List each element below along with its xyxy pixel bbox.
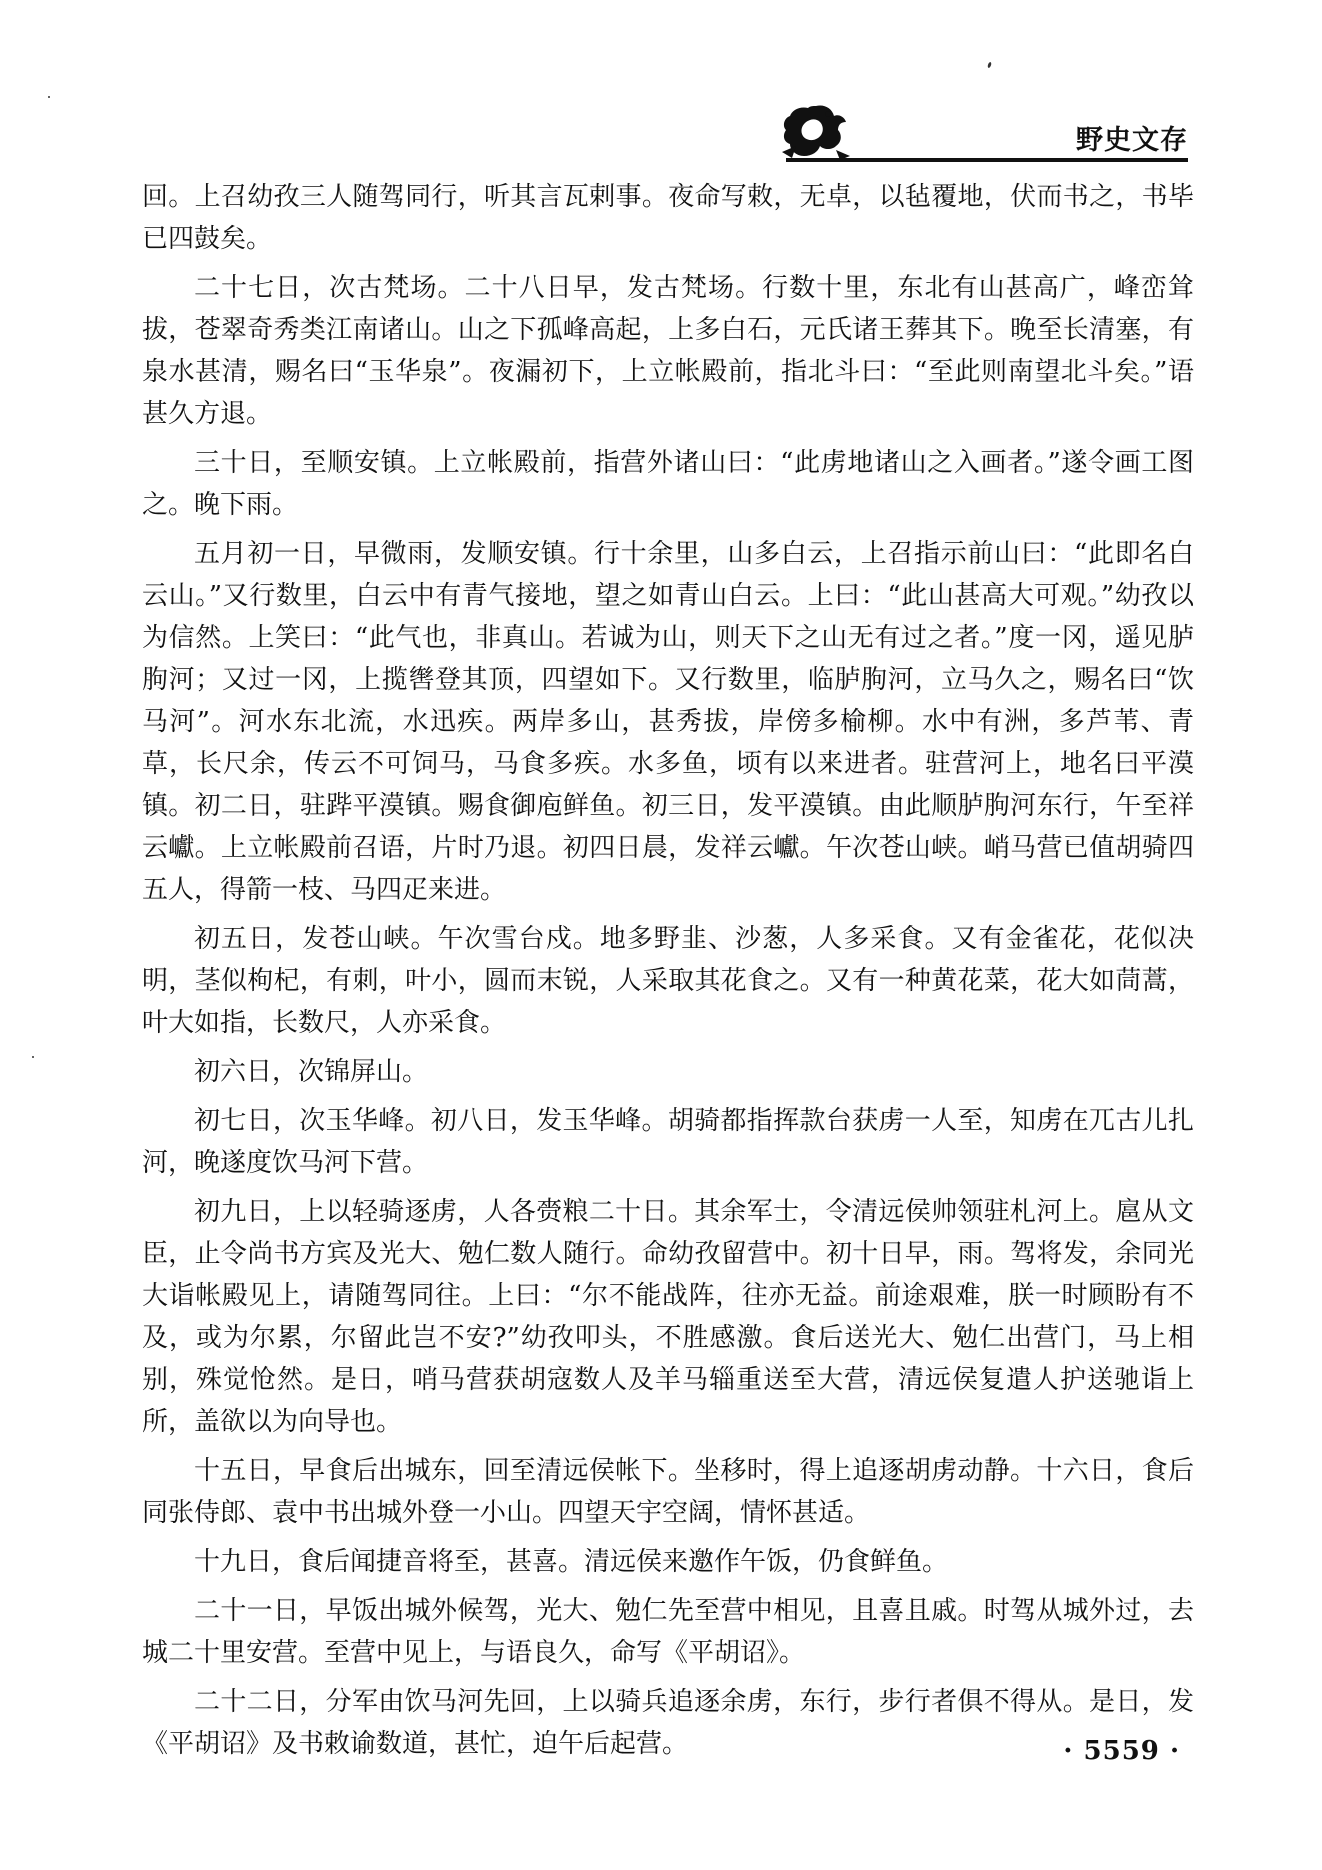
- paragraph: 二十二日，分军由饮马河先回，上以骑兵追逐余虏，东行，步行者俱不得从。是日，发《平胡诏》及书敕谕数道，甚忙，迫午后起营。: [142, 1687, 1194, 1759]
- paragraph: 二十七日，次古梵场。二十八日早，发古梵场。行数十里，东北有山甚高广，峰峦耸拔，苍翠奇秀类江南诸山。山之下孤峰高起，上多白石，元氏诸王葬其下。晚至长清塞，有泉水甚清，赐名曰“玉华泉”。夜漏初下，上立帐殿前，指北斗曰：“至此则南望北斗矣。”语甚久方退。: [142, 273, 1194, 429]
- paragraph: 三十日，至顺安镇。上立帐殿前，指营外诸山曰：“此虏地诸山之入画者。”遂令画工图之。晚下雨。: [142, 448, 1194, 520]
- paragraph: 初九日，上以轻骑逐虏，人各赍粮二十日。其余军士，令清远侯帅领驻札河上。扈从文臣，止令尚书方宾及光大、勉仁数人随行。命幼孜留营中。初十日早，雨。驾将发，余同光大诣帐殿见上，请随驾同往。上曰：“尔不能战阵，往亦无益。前途艰难，朕一时顾盼有不及，或为尔累，尔留此岂不安?”幼孜叩头，不胜感激。食后送光大、勉仁出营门，马上相别，殊觉怆然。是日，哨马营获胡寇数人及羊马辎重送至大营，清远侯复遣人护送驰诣上所，盖欲以为向导也。: [142, 1197, 1194, 1437]
- paragraph: 回。上召幼孜三人随驾同行，听其言瓦剌事。夜命写敕，无卓，以毡覆地，伏而书之，书毕已四鼓矣。: [142, 182, 1194, 254]
- page-number: · 5559 ·: [1063, 1736, 1180, 1766]
- paragraph: 十五日，早食后出城东，回至清远侯帐下。坐移时，得上追逐胡虏动静。十六日，食后同张侍郎、袁中书出城外登一小山。四望天宇空阔，情怀甚适。: [142, 1456, 1194, 1528]
- paragraph: 初六日，次锦屏山。: [194, 1057, 429, 1087]
- header-rule: [786, 158, 1188, 162]
- paragraph: 初五日，发苍山峡。午次雪台戍。地多野韭、沙葱，人多采食。又有金雀花，花似决明，茎似枸杞，有刺，叶小，圆而末锐，人采取其花食之。又有一种黄花菜，花大如茼蒿，叶大如指，长数尺，人亦采食。: [142, 924, 1194, 1038]
- scan-speck: [32, 1056, 34, 1058]
- page-header: [0, 0, 1322, 170]
- scan-speck: [48, 96, 50, 98]
- paragraph: 二十一日，早饭出城外候驾，光大、勉仁先至营中相见，且喜且戚。时驾从城外过，去城二十里安营。至营中见上，与语良久，命写《平胡诏》。: [142, 1596, 1194, 1668]
- paragraph: 初七日，次玉华峰。初八日，发玉华峰。胡骑都指挥款台获虏一人至，知虏在兀古儿扎河，晚遂度饮马河下营。: [142, 1106, 1194, 1178]
- article-body: [142, 176, 1194, 1772]
- dragon-emblem-icon: [780, 100, 852, 162]
- paragraph: 十九日，食后闻捷音将至，甚喜。清远侯来邀作午饭，仍食鲜鱼。: [194, 1547, 949, 1577]
- book-title: 野史文存: [1076, 125, 1188, 156]
- paragraph: 五月初一日，早微雨，发顺安镇。行十余里，山多白云，上召指示前山曰：“此即名白云山。”又行数里，白云中有青气接地，望之如青山白云。上曰：“此山甚高大可观。”幼孜以为信然。上笑曰：“此气也，非真山。若诚为山，则天下之山无有过之者。”度一冈，遥见胪朐河；又过一冈，上揽辔登其顶，四望如下。又行数里，临胪朐河，立马久之，赐名曰“饮马河”。河水东北流，水迅疾。两岸多山，甚秀拔，岸傍多榆柳。水中有洲，多芦苇、青草，长尺余，传云不可饲马，马食多疾。水多鱼，顷有以来进者。驻营河上，地名曰平漠镇。初二日，驻跸平漠镇。赐食御庖鲜鱼。初三日，发平漠镇。由此顺胪朐河东行，午至祥云巘。上立帐殿前召语，片时乃退。初四日晨，发祥云巘。午次苍山峡。峭马营已值胡骑四五人，得箭一枝、马四疋来进。: [142, 539, 1194, 905]
